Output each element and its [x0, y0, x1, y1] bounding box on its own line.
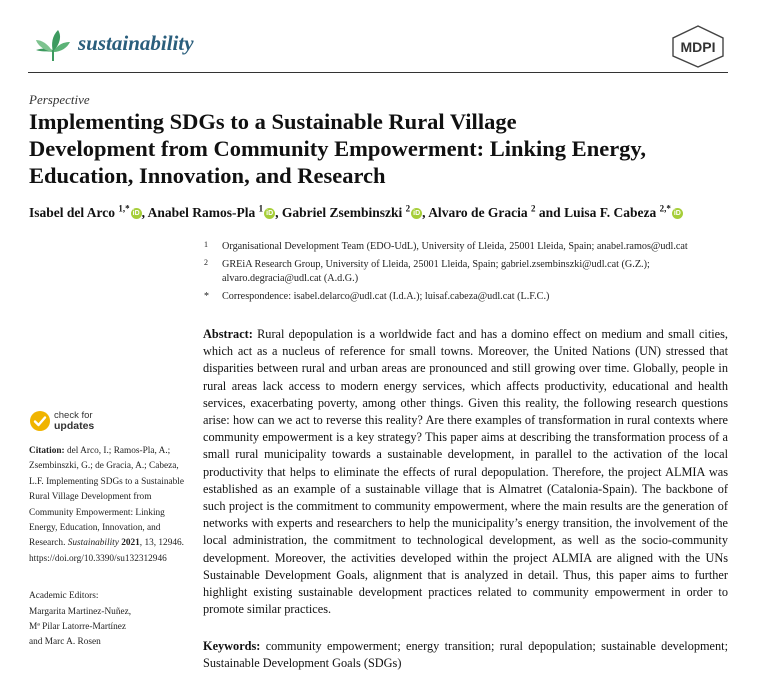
author [148, 205, 282, 220]
author [428, 205, 564, 220]
author-name: Anabel Ramos-Pla [147, 204, 256, 220]
author-separator: and [535, 204, 565, 220]
author [29, 205, 148, 220]
author-name: Alvaro de Gracia [428, 204, 528, 220]
author [282, 205, 428, 220]
author-list [29, 203, 683, 221]
sidebar [29, 408, 189, 651]
author-name: Isabel del Arco [29, 204, 116, 220]
correspondence-text: Correspondence: isabel.delarco@udl.cat (I.d.A.); luisaf.cabeza@udl.cat (L.F.C.) [222, 291, 550, 302]
author-affil-marker: 2 [405, 203, 411, 213]
leaf-logo-icon [32, 26, 72, 62]
citation-doi[interactable]: , 13, 12946. https://doi.org/10.3390/su132312946 [29, 538, 184, 564]
affiliation-marker: * [204, 291, 209, 302]
author-separator: , [141, 204, 148, 220]
affiliation-text: Organisational Development Team (EDO-UdL), University of Lleida, 25001 Lleida, Spain; anabel.ramos@udl.cat [222, 241, 688, 252]
affiliation-marker: 2 [204, 258, 208, 267]
keywords-text: community empowerment; energy transition; rural depopulation; sustainable development; Sustainable Development Goals (SDGs) [203, 639, 728, 671]
abstract [203, 326, 728, 618]
editors-label: Academic Editors: [29, 591, 99, 602]
affiliation-item [202, 290, 732, 304]
title-line: Implementing SDGs to a Sustainable Rural Village [29, 109, 517, 134]
affiliation-text: GREiA Research Group, University of Lleida, 25001 Lleida, Spain; gabriel.zsembinszki@udl.cat (G.Z.); alvaro.degracia@udl.cat (A.d.G.) [222, 259, 650, 284]
abstract-text: Rural depopulation is a worldwide fact and has a domino effect on medium and small cities, which act as a nucleus of reference for small towns. Moreover, the United Nations (UN) stressed that disparities between rural and urban areas are pronounced and still growing over time. Globally, people in rural areas lack access to modern energy services, which affects productivity, educational and health services, exacerbating poverty, among other things. Given this reality, the following research questions arise: how can we act to reverse this reality? Are there examples of transformation in rural contexts where community empowerment is a key strategy? This paper aims at describing the transformation process of a small rural municipality towards a sustainable development, in parallel to the activation of the local productivity that helps to eliminate the effects of rural depopulation. Therefore, the project ALMIA was established as an example of a sustainable village that is Almatret (Catalonia-Spain). The backbone of such project is the commitment to community empowerment, where the main results are the generation of networks with experts and researchers to help the municipality’s energy transition, the involvement of the local administration, the commitment to technological development, as well as the socio-community development. Moreover, the activities developed within the project ALMIA are aligned with the UNs Sustainable Development Goals, alignment that is analyzed in detail. Thus, this paper aims to further highlight existing sustainable development practices related to community empowerment in order to promote similar practices. [203, 327, 728, 617]
academic-editors [29, 589, 189, 651]
mdpi-logo-icon [670, 24, 726, 68]
author-affil-marker: 1 [258, 203, 264, 213]
orcid-icon[interactable]: iD [413, 209, 421, 217]
affiliation-item [202, 240, 732, 254]
author-name: Gabriel Zsembinszki [281, 204, 403, 220]
editor-name: and Marc A. Rosen [29, 637, 101, 648]
orcid-icon[interactable]: iD [266, 209, 274, 217]
orcid-icon[interactable]: iD [673, 209, 681, 217]
citation-text: del Arco, I.; Ramos-Pla, A.; Zsembinszki, G.; de Gracia, A.; Cabeza, L.F. Implementing SDGs to a Sustainable Rural Village Development from Community Empowerment: Linking Energy, Education, Innovation, and Research. [29, 446, 184, 549]
author-affil-marker: 2 [531, 203, 536, 213]
abstract-label: Abstract: [203, 327, 253, 341]
journal-name: sustainability [78, 31, 194, 55]
citation-year: 2021 [121, 538, 140, 549]
affiliations [202, 240, 732, 308]
title-line: Education, Innovation, and Research [29, 163, 386, 188]
title-line: Development from Community Empowerment: Linking Energy, [29, 136, 647, 161]
author [564, 205, 683, 220]
check-updates-line: updates [54, 420, 95, 432]
affiliation-item [202, 258, 732, 286]
publisher-label: MDPI [680, 39, 716, 55]
citation-label: Citation: [29, 446, 65, 456]
journal-header [28, 22, 728, 70]
check-updates-icon [29, 410, 51, 432]
author-affil-marker: 2,* [659, 203, 671, 213]
header-divider [28, 72, 728, 73]
editor-name: Mª Pilar Latorre-Martínez [29, 622, 127, 633]
citation [29, 444, 189, 567]
check-for-updates-badge[interactable] [29, 408, 189, 438]
article-type: Perspective [29, 92, 90, 107]
author-separator: , [422, 204, 429, 220]
article-title [29, 108, 739, 189]
author-name: Luisa F. Cabeza [564, 204, 657, 220]
author-separator: , [275, 204, 282, 220]
editor-name: Margarita Martinez-Nuñez, [29, 606, 132, 617]
keywords [203, 638, 728, 672]
orcid-icon[interactable]: iD [132, 209, 140, 217]
check-updates-line: check for [54, 410, 93, 421]
check-updates-label [54, 411, 94, 432]
affiliation-marker: 1 [204, 240, 208, 249]
author-affil-marker: 1,* [118, 203, 130, 213]
keywords-label: Keywords: [203, 639, 261, 653]
citation-journal: Sustainability [67, 538, 119, 549]
